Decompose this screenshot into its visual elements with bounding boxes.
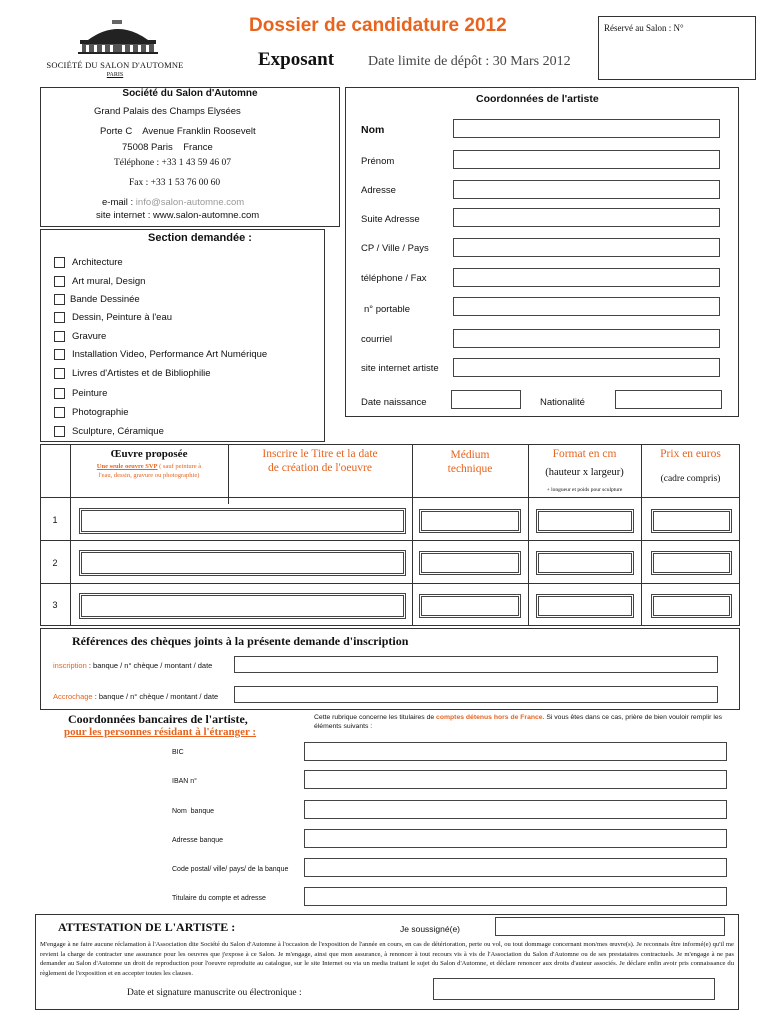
logo (40, 18, 190, 80)
code-postal-banque-input[interactable] (304, 858, 727, 877)
col-prix-header-1: Prix en euros (660, 448, 721, 460)
soussigne-input[interactable] (495, 917, 725, 936)
cp-ville-input[interactable] (453, 238, 720, 257)
artist-title: Coordonnées de l'artiste (476, 93, 599, 105)
society-address-2: 75008 Paris France (122, 142, 213, 153)
adresse-banque-label: Adresse banque (172, 837, 223, 844)
section-title: Section demandée : (148, 232, 252, 244)
option-label: Bande Dessinée (70, 294, 140, 305)
option-label: Peinture (72, 388, 108, 399)
suite-adresse-input[interactable] (453, 208, 720, 227)
prix-input-1[interactable] (651, 509, 732, 533)
telephone-label: téléphone / Fax (361, 273, 427, 284)
inscription-label-line (53, 661, 212, 670)
prenom-label: Prénom (361, 156, 395, 167)
format-input-3[interactable] (536, 594, 634, 618)
bank-title: Coordonnées bancaires de l'artiste, (68, 712, 248, 726)
medium-input-1[interactable] (419, 509, 521, 533)
title-input-2[interactable] (79, 550, 406, 576)
signature-label: Date et signature manuscrite ou électronique : (127, 988, 302, 998)
attestation-text: M'engage à ne faire aucune réclamation à l'Association dite Société du Salon d'Automne à l'occasion de l'exposition de l'année en cours, en cas de détérioration, perte ou vol, ou tout dommage concernant mon/mes œuvre(s). Je reconnais être informé(e) qu'il me revient la charge de contracter une assurance pour les oeuvres que j'expose à ce Salon. Je m'engage, ainsi que mon assurance, à renoncer à tout recours vis à vis de l'Association du Salon d'Automne ou de ses prestataires contractuels. Je m'engage à ne pas demander au Salon d'Automne un droit de reproduction pour l'oeuvre reproduite au catalogue, sur le site Internet ou via un media traitant le sujet du Salon d'Automne, et déclare renoncer aux droits d'auteur associés. Je déclare enfin avoir pris connaissance du règlement de l'exposition et en accepter toutes les clauses. (40, 941, 734, 977)
checkbox[interactable] (54, 368, 65, 379)
checkbox[interactable] (54, 388, 65, 399)
titulaire-input[interactable] (304, 887, 727, 906)
suite-adresse-label: Suite Adresse (361, 214, 420, 225)
nationalite-label: Nationalité (540, 397, 585, 408)
option-label: Installation Video, Performance Art Numérique (72, 349, 268, 360)
titulaire-label: Titulaire du compte et adresse (172, 895, 266, 902)
title-input-1[interactable] (79, 508, 406, 534)
iban-input[interactable] (304, 770, 727, 789)
accrochage-text: : banque / n° chèque / montant / date (92, 692, 219, 701)
col-oeuvre-note (70, 462, 228, 480)
cp-ville-label: CP / Ville / Pays (361, 243, 429, 254)
site-artiste-input[interactable] (453, 358, 720, 377)
signature-input[interactable] (433, 978, 715, 1000)
option-label: Art mural, Design (72, 276, 146, 287)
col-oeuvre-note-rest: ( sauf peinture à (157, 463, 202, 470)
bank-subtitle: pour les personnes résidant à l'étranger : (64, 726, 257, 738)
accrochage-label-line (53, 692, 218, 701)
soussigne-label: Je soussigné(e) (400, 924, 461, 934)
bank-note (314, 713, 734, 731)
checkbox[interactable] (54, 331, 65, 342)
checkbox[interactable] (54, 349, 65, 360)
nom-banque-input[interactable] (304, 800, 727, 819)
row-number: 2 (52, 558, 58, 568)
col-format-header-2: (hauteur x largeur) (545, 467, 624, 478)
col-title-header-1: Inscrire le Titre et la date (262, 448, 378, 460)
option-label: Architecture (72, 257, 123, 268)
format-input-1[interactable] (536, 509, 634, 533)
row-number: 3 (52, 600, 58, 610)
col-medium-header-2: technique (447, 463, 493, 475)
code-postal-banque-label: Code postal/ ville/ pays/ de la banque (172, 866, 289, 873)
col-oeuvre-title: Œuvre proposée (110, 448, 188, 460)
inscription-input[interactable] (234, 656, 718, 673)
iban-label: IBAN n° (172, 778, 197, 785)
accrochage-label: Accrochage (53, 692, 93, 701)
bic-label: BIC (172, 749, 184, 756)
row-number: 1 (52, 515, 58, 525)
courriel-label: courriel (361, 334, 393, 345)
telephone-input[interactable] (453, 268, 720, 287)
bank-note-part1: Cette rubrique concerne les titulaires de (314, 714, 437, 721)
col-oeuvre-note-line2: l'eau, dessin, gravure ou photographie) (98, 472, 200, 479)
site-artiste-label: site internet artiste (361, 363, 439, 374)
checkbox[interactable] (54, 294, 65, 305)
naissance-label: Date naissance (361, 397, 427, 408)
nom-banque-label: Nom banque (172, 808, 215, 815)
society-email-label: e-mail : (102, 197, 134, 208)
society-email-link[interactable]: info@salon-automne.com (135, 197, 245, 208)
logo-society-name: SOCIÉTÉ DU SALON D'AUTOMNE (46, 60, 184, 70)
medium-input-2[interactable] (419, 551, 521, 575)
cheques-title: Références des chèques joints à la présente demande d'inscription (72, 634, 409, 648)
adresse-label: Adresse (361, 185, 396, 196)
grand-palais-icon (78, 18, 158, 56)
col-oeuvre-note-strong: Une seule oeuvre SVP (96, 463, 158, 470)
page-title: Dossier de candidature 2012 (249, 15, 507, 36)
checkbox[interactable] (54, 426, 65, 437)
portable-label: n° portable (364, 304, 411, 315)
bic-input[interactable] (304, 742, 727, 761)
col-prix-header-2: (cadre compris) (660, 474, 721, 484)
society-name: Société du Salon d'Automne (122, 88, 258, 99)
reserved-label: Réservé au Salon : N° (604, 23, 684, 33)
courriel-input[interactable] (453, 329, 720, 348)
portable-input[interactable] (453, 297, 720, 316)
deadline: Date limite de dépôt : 30 Mars 2012 (368, 54, 571, 69)
option-label: Photographie (72, 407, 129, 418)
prix-input-2[interactable] (651, 551, 732, 575)
checkbox[interactable] (54, 312, 65, 323)
bank-note-part2: Si vous êtes dans ce cas, prière de bien vouloir remplir les éléments suivants : (314, 714, 723, 730)
society-website: site internet : www.salon-automne.com (96, 210, 260, 221)
checkbox[interactable] (54, 407, 65, 418)
option-label: Sculpture, Céramique (72, 426, 164, 437)
reserved-box[interactable] (598, 16, 756, 80)
prix-input-3[interactable] (651, 594, 732, 618)
format-input-2[interactable] (536, 551, 634, 575)
society-venue: Grand Palais des Champs Elysées (94, 106, 241, 117)
attestation-title: ATTESTATION DE L'ARTISTE : (58, 920, 236, 934)
checkbox[interactable] (54, 276, 65, 287)
option-label: Gravure (72, 331, 107, 342)
society-fax: Fax : +33 1 53 76 00 60 (129, 178, 221, 188)
nom-label: Nom (361, 124, 385, 136)
page-subtitle: Exposant (258, 49, 335, 70)
col-format-header-1: Format en cm (552, 448, 617, 460)
society-address-1: Porte C Avenue Franklin Roosevelt (100, 126, 256, 137)
society-phone: Téléphone : +33 1 43 59 46 07 (114, 158, 231, 168)
naissance-input[interactable] (451, 390, 521, 409)
nom-input[interactable] (453, 119, 720, 138)
adresse-input[interactable] (453, 180, 720, 199)
inscription-text: : banque / n° chèque / montant / date (86, 661, 213, 670)
inscription-label: inscription (53, 661, 87, 670)
col-title-header-2: de création de l'oeuvre (268, 462, 372, 474)
col-format-note: + longueur et poids pour sculpture (546, 487, 623, 493)
bank-note-highlight: comptes détenus hors de France. (436, 714, 545, 721)
option-label: Dessin, Peinture à l'eau (72, 312, 173, 323)
adresse-banque-input[interactable] (304, 829, 727, 848)
title-input-3[interactable] (79, 593, 406, 619)
logo-city: PARIS (106, 72, 124, 78)
option-label: Livres d'Artistes et de Bibliophilie (72, 368, 211, 379)
checkbox[interactable] (54, 257, 65, 268)
nationalite-input[interactable] (615, 390, 722, 409)
accrochage-input[interactable] (234, 686, 718, 703)
prenom-input[interactable] (453, 150, 720, 169)
col-medium-header-1: Médium (450, 449, 490, 461)
medium-input-3[interactable] (419, 594, 521, 618)
society-email-line (102, 197, 244, 208)
